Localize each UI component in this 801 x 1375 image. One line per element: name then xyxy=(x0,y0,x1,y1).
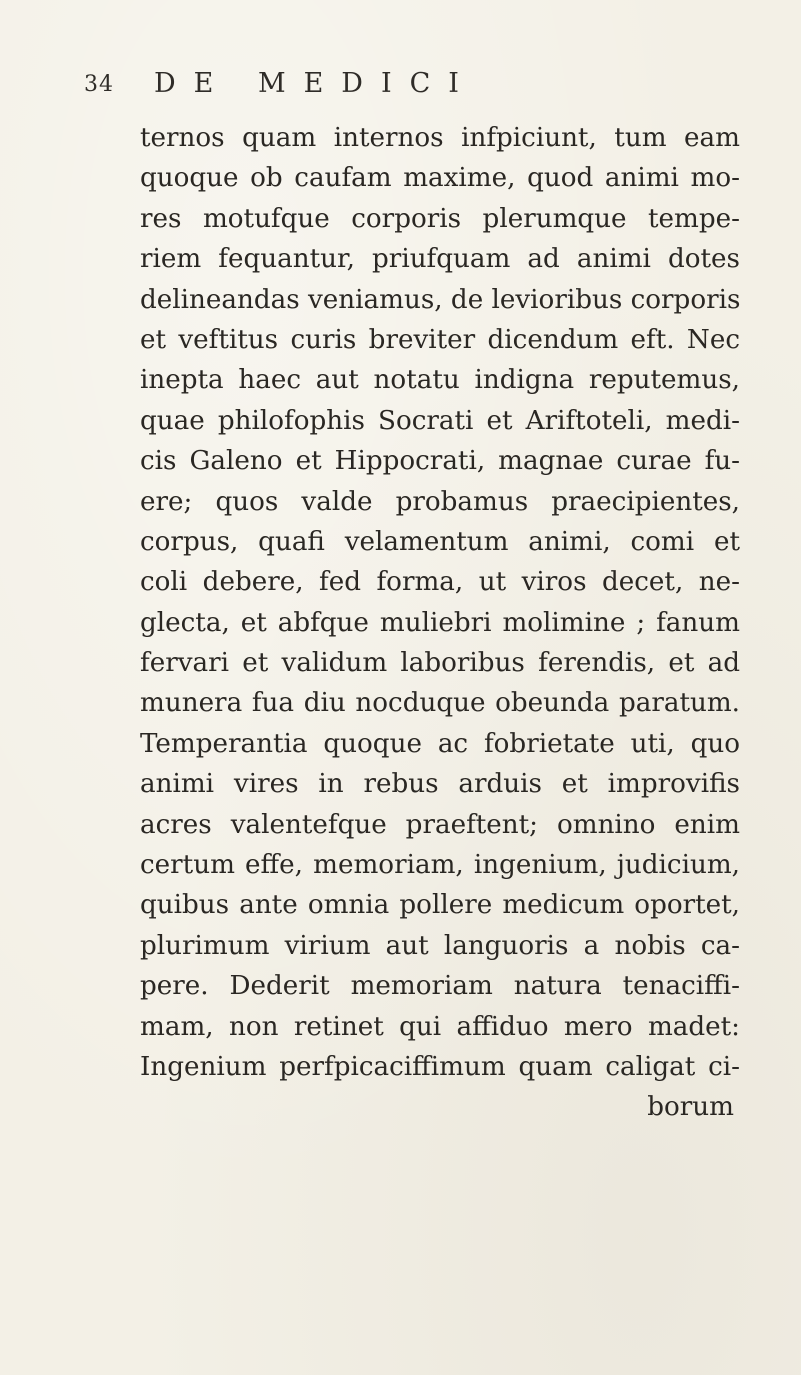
text-line: cis Galeno et Hippocrati, magnae curae fu- xyxy=(140,446,740,477)
body-text xyxy=(140,118,740,1128)
text-line: quae philofophis Socrati et Ariftoteli, medi- xyxy=(140,405,740,436)
running-head: DE MEDICI xyxy=(154,68,477,99)
text-line: plurimum virium aut languoris a nobis ca- xyxy=(140,930,740,961)
text-line: ternos quam internos infpiciunt, tum eam xyxy=(140,123,740,153)
page-header xyxy=(84,64,724,104)
text-line: inepta haec aut notatu indigna reputemus, xyxy=(140,365,740,396)
text-line: corpus, quafi velamentum animi, comi et xyxy=(140,526,740,557)
text-line: munera fua diu nocduque obeunda paratum. xyxy=(140,688,740,719)
text-line: res motufque corporis plerumque tempe- xyxy=(140,203,740,234)
text-line: quoque ob caufam maxime, quod animi mo- xyxy=(140,163,740,194)
text-line: ere; quos valde probamus praecipientes, xyxy=(140,486,740,517)
text-line: certum effe, memoriam, ingenium, judicium, xyxy=(140,850,740,881)
catchword: borum xyxy=(647,1092,734,1123)
text-line: Ingenium perfpicaciffimum quam caligat ci- xyxy=(140,1051,740,1082)
text-line: riem fequantur, priufquam ad animi dotes xyxy=(140,244,740,275)
text-line: pere. Dederit memoriam natura tenaciffi- xyxy=(140,971,740,1002)
text-line: quibus ante omnia pollere medicum oportet, xyxy=(140,890,740,921)
text-line: mam, non retinet qui affiduo mero madet: xyxy=(140,1011,740,1042)
text-line: animi vires in rebus arduis et improvifis xyxy=(140,769,740,800)
text-line: delineandas veniamus, de levioribus corporis xyxy=(140,284,740,315)
text-line: Temperantia quoque ac fobrietate uti, quo xyxy=(140,728,740,759)
text-line: fervari et validum laboribus ferendis, et ad xyxy=(140,648,740,679)
text-line: et veftitus curis breviter dicendum eft. Nec xyxy=(140,324,740,355)
text-line: acres valentefque praeftent; omnino enim xyxy=(140,809,740,840)
text-line: coli debere, fed forma, ut viros decet, ne- xyxy=(140,567,740,598)
text-line: glecta, et abfque muliebri molimine ; fanum xyxy=(140,607,740,638)
page-number: 34 xyxy=(84,72,114,97)
